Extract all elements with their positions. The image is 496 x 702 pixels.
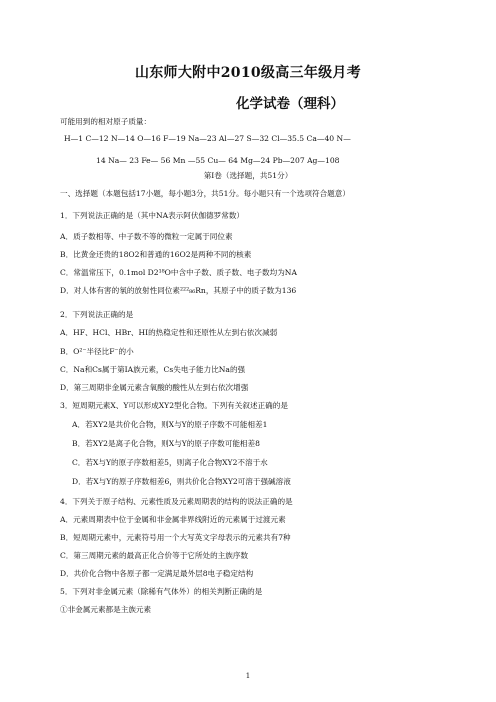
question-1-option-a: A．质子数相等、中子数不等的微粒一定属于同位素 [60,232,233,241]
question-4-option-b: B．短周期元素中，元素符号用一个大写英文字母表示的元素共有7种 [60,533,291,542]
question-3-option-b: B．若XY2是离子化合物，则X与Y的原子序数可能相差8 [72,439,260,448]
question-2-option-b: B．O²⁻半径比F⁻的小 [60,347,134,356]
question-2-option-d: D．第三周期非金属元素含氧酸的酸性从左到右依次增强 [60,383,249,392]
question-3-option-c: C．若X与Y的原子序数相差5，则离子化合物XY2不溶于水 [72,458,268,467]
question-1-stem: 1．下列说法正确的是（其中NA表示阿伏伽德罗常数） [60,211,245,220]
atomic-mass-line-1: H—1 C—12 N—14 O—16 F—19 Na—23 Al—27 S—32 Cl—35.5 Ca—40 N— [64,134,351,143]
section-description: 一、选择题（本题包括17小题，每小题3分，共51分。每小题只有一个选项符合题意） [60,189,350,198]
exam-subtitle: 化学试卷（理科） [236,96,344,112]
question-4-option-a: A．元素周期表中位于金属和非金属非界线附近的元素属于过渡元素 [60,515,286,524]
question-4-option-c: C．第三周期元素的最高正化合价等于它所处的主族序数 [60,551,249,560]
question-4-option-d: D．共价化合物中各原子都一定满足最外层8电子稳定结构 [60,569,254,578]
question-5-stem: 5．下列对非金属元素（除稀有气体外）的相关判断正确的是 [60,587,263,596]
question-3-option-d: D．若X与Y的原子序数相差6，则共价化合物XY2可溶于强碱溶液 [72,477,291,486]
question-4-stem: 4．下列关于原子结构、元素性质及元素周期表的结构的说法正确的是 [60,497,293,506]
question-2-option-a: A．HF、HCl、HBr、HI的热稳定性和还原性从左到右依次减弱 [60,328,278,337]
question-5-item-1: ①非金属元素都是主族元素 [60,605,152,614]
page-number: 1 [245,672,251,680]
question-1-option-c: C．常温常压下，0.1mol D2¹⁸O中含中子数、质子数、电子数均为NA [60,268,297,277]
atomic-mass-line-2: 14 Na— 23 Fe— 56 Mn —55 Cu— 64 Mg—24 Pb—207 Ag—108 [96,156,340,165]
atomic-mass-heading: 可能用到的相对原子质量： [60,117,152,126]
question-2-stem: 2．下列说法正确的是 [60,310,134,319]
question-3-option-a: A．若XY2是共价化合物，则X与Y的原子序数不可能相差1 [72,420,268,429]
exam-title: 山东师大附中2010级高三年级月考 [134,65,362,81]
question-2-option-c: C．Na和Cs属于第ⅠA族元素，Cs失电子能力比Na的强 [60,365,246,374]
section-title: 第Ⅰ卷（选择题，共51分） [203,171,293,180]
question-1-option-b: B．比黄金还贵的18O2和普通的16O2是两种不同的核素 [60,250,252,259]
question-1-option-d: D．对人体有害的氡的放射性同位素²²²₈₆Rn，其原子中的质子数为136 [60,286,297,295]
question-3-stem: 3．短周期元素X、Y可以形成XY2型化合物。下列有关叙述正确的是 [60,401,288,410]
